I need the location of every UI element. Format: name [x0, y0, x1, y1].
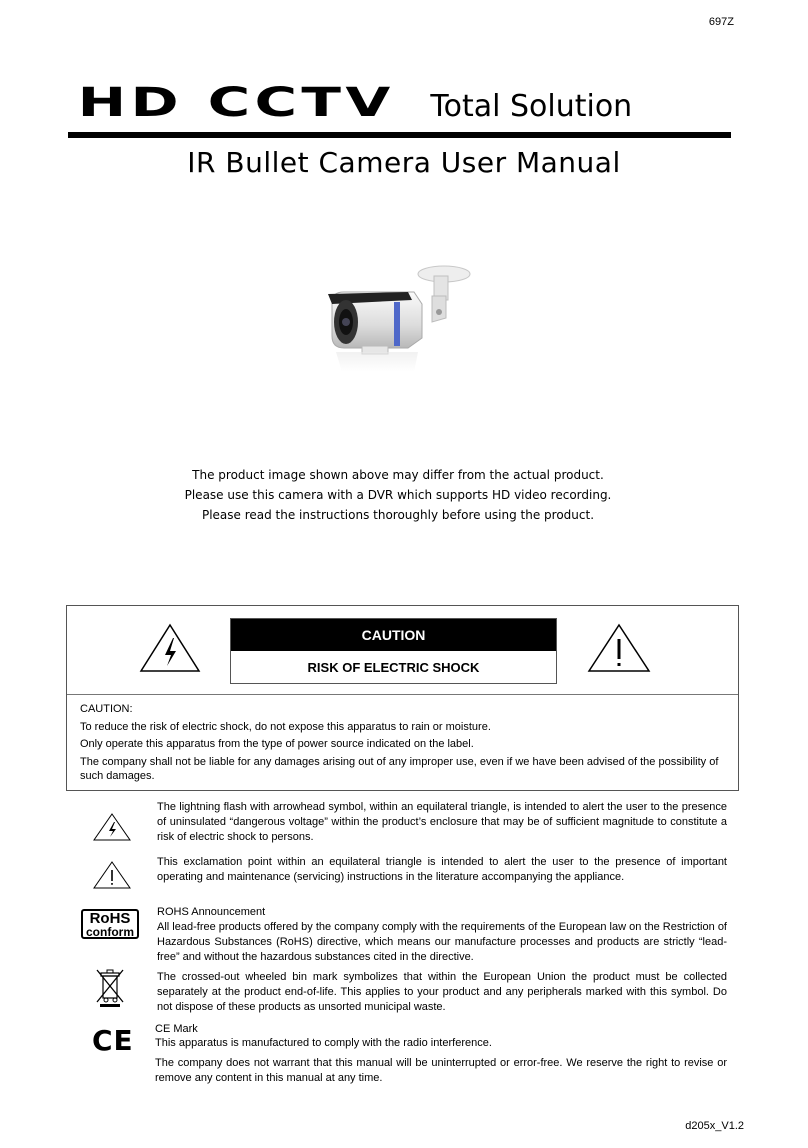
- weee-bin-icon: [94, 968, 126, 1008]
- rohs-logo-bottom: conform: [86, 925, 134, 939]
- brand-mark: HD CCTV: [77, 80, 395, 126]
- document-version: d205x_V1.2: [685, 1120, 744, 1132]
- caution-divider: [67, 694, 738, 695]
- caution-heading: CAUTION: [231, 619, 556, 651]
- rohs-logo-top: RoHS: [89, 910, 131, 927]
- title-rule: [68, 132, 731, 138]
- ce-title: CE Mark: [155, 1023, 198, 1035]
- rohs-title: ROHS Announcement: [157, 906, 266, 918]
- lightning-warning-icon: [138, 622, 202, 674]
- weee-text: The crossed-out wheeled bin mark symbolizes that within the European Union the product must be collected separately at the product end-of-life. This applies to your product and any peripherals marked with this symbol. Do not dispose of these products as unsorted municipal waste.: [157, 971, 727, 1013]
- camera-product-image: [322, 262, 482, 382]
- intro-line: Please read the instructions thoroughly before using the product.: [201, 508, 595, 522]
- exclamation-warning-icon: [586, 622, 652, 674]
- caution-line: The company shall not be liable for any damages arising out of any improper use, even if we have been advised of the possibility of such damages.: [80, 756, 719, 782]
- caution-line: Only operate this apparatus from the type of power source indicated on the label.: [80, 738, 474, 750]
- brand-logo: [0, 80, 808, 126]
- rohs-text: All lead-free products offered by the company comply with the requirements of the European law on the Restriction of Hazardous Substances (RoHS) directive, which means our manufacture processes and products are strictly “lead-free” and without the hazardous substances cited in the directive.: [157, 921, 727, 963]
- exclamation-symbol-text: This exclamation point within an equilateral triangle is intended to alert the user to the presence of important operating and maintenance (servicing) instructions in the literature accompanying the appliance.: [157, 856, 727, 883]
- ce-logo: CE: [92, 1024, 134, 1057]
- page-code: 697Z: [708, 16, 734, 28]
- exclamation-symbol-icon: [92, 860, 132, 890]
- intro-notice: [0, 465, 796, 525]
- rohs-logo: [81, 909, 139, 939]
- caution-label: CAUTION:: [80, 703, 133, 715]
- lightning-symbol-text: The lightning flash with arrowhead symbol, within an equilateral triangle, is intended to alert the user to the presence of uninsulated “dangerous voltage” within the product’s enclosure that may be of sufficient magnitude to constitute a risk of electric shock to persons.: [157, 801, 727, 843]
- document-title: IR Bullet Camera User Manual: [187, 146, 621, 179]
- intro-line: The product image shown above may differ from the actual product.: [192, 468, 604, 482]
- caution-subheading: RISK OF ELECTRIC SHOCK: [307, 660, 480, 675]
- caution-line: To reduce the risk of electric shock, do not expose this apparatus to rain or moisture.: [80, 721, 491, 733]
- ce-text: This apparatus is manufactured to comply with the radio interference.: [155, 1037, 492, 1049]
- lightning-symbol-icon: [92, 812, 132, 842]
- intro-line: Please use this camera with a DVR which supports HD video recording.: [184, 488, 612, 502]
- brand-tagline: Total Solution: [430, 89, 633, 124]
- warranty-disclaimer: The company does not warrant that this manual will be uninterrupted or error-free. We reserve the right to revise or remove any content in this manual at any time.: [155, 1057, 727, 1084]
